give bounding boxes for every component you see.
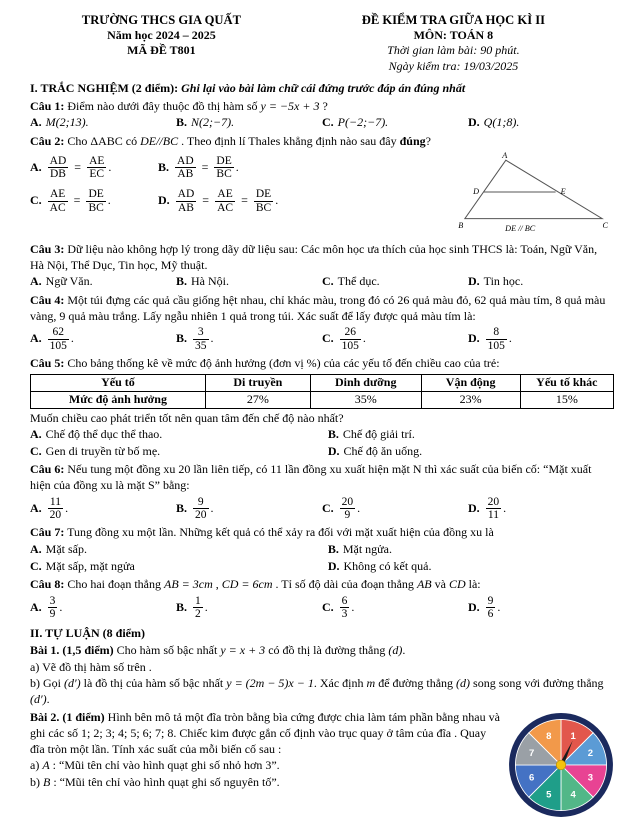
- question-7-text: [30, 525, 614, 541]
- question-8-pre: Cho hai đoạn thẳng: [64, 577, 164, 592]
- option-5c-label: C.: [30, 443, 42, 458]
- fraction-numerator: 3: [193, 326, 209, 339]
- option-8d: [468, 594, 614, 622]
- option-2c-label: C.: [30, 193, 42, 208]
- fraction: [254, 188, 273, 214]
- question-3-body: Dữ liệu nào không hợp lý trong dãy dữ liệu sau: Các môn học ưa thích của học sinh THCS là: Toán, Ngữ Văn, Hà Nội, Thể Dục, Tin học, Mỹ thuật.: [30, 242, 598, 272]
- question-3-label: Câu 3:: [30, 242, 65, 257]
- fraction-numerator: DE: [216, 154, 232, 167]
- option-4b: [176, 325, 322, 353]
- table-value-cell: 23%: [421, 391, 520, 408]
- option-3d-label: D.: [468, 274, 480, 289]
- option-7c-text: Mặt sấp, mặt ngửa: [45, 558, 135, 573]
- exam-subject: MÔN: TOÁN 8: [413, 28, 494, 43]
- question-1-post: ?: [319, 98, 328, 113]
- header-exam-block: [293, 12, 614, 74]
- period: .: [508, 331, 512, 346]
- option-1c: [322, 115, 468, 131]
- fraction-numerator: DE: [255, 188, 272, 201]
- spinner-number-8: 8: [546, 731, 552, 743]
- vertex-a-label: A: [502, 150, 508, 160]
- problem-1b-mid2: . Xác định: [313, 676, 367, 691]
- question-8-options: [30, 594, 614, 622]
- fraction: [48, 595, 58, 621]
- option-5a: [30, 427, 328, 443]
- problem-1b-math1: (d′): [64, 676, 81, 691]
- question-1-text: [30, 99, 614, 115]
- option-4b-label: B.: [176, 331, 188, 346]
- fraction: [48, 326, 69, 352]
- option-3d: [468, 274, 614, 290]
- option-7c-label: C.: [30, 558, 42, 573]
- option-4c-label: C.: [322, 331, 334, 346]
- fraction: [193, 496, 209, 522]
- fraction: [48, 155, 69, 181]
- equals-sign: =: [201, 159, 209, 174]
- school-year: Năm học 2024 – 2025: [107, 28, 216, 43]
- question-7: [30, 525, 614, 574]
- school-name: TRƯỜNG THCS GIA QUẤT: [81, 13, 241, 27]
- option-5c-text: Gen di truyền từ bố mẹ.: [45, 443, 161, 458]
- fraction-numerator: 3: [49, 594, 56, 607]
- option-7d-text: Không có kết quả.: [343, 558, 432, 573]
- option-1d-text: Q(1;8).: [483, 115, 520, 130]
- question-4-body: Một túi đựng các quả cầu giống hệt nhau, chỉ khác màu, trong đó có 26 quả màu đỏ, 62 quả màu tím, 8 quả màu vàng, 9 quả màu trắng. Lấy ngẫu nhiên 1 quả trong túi. Xác suất để lấy được quả màu tím là:: [30, 292, 606, 323]
- question-6-text: [30, 462, 614, 493]
- fraction-numerator: 9: [193, 496, 209, 509]
- option-8a: [30, 594, 176, 622]
- question-6-body: Nếu tung một đồng xu 20 lần liên tiếp, có 11 lần đồng xu xuất hiện mặt N thì xác suất của biến cố: “Mặt xuất hiện của đồng xu là mặt S” bằng:: [30, 462, 592, 492]
- fraction-numerator: AE: [215, 188, 235, 201]
- question-2-bold-word: đúng: [399, 133, 426, 148]
- question-1-pre: Điểm nào dưới đây thuộc đồ thị hàm số: [64, 98, 261, 113]
- question-5-subquestion: Muốn chiều cao phát triển tốt nên quan tâm đến chế độ nào nhất?: [30, 410, 344, 425]
- question-8-mid3: và: [431, 577, 449, 592]
- fraction-denominator: 20: [49, 508, 62, 521]
- period: .: [497, 599, 501, 614]
- exam-code: MÃ ĐỀ T801: [127, 43, 196, 58]
- fraction-numerator: 8: [486, 326, 507, 339]
- problem-1-part-a: a) Vẽ đồ thị hàm số trên .: [30, 659, 152, 674]
- question-8-label: Câu 8:: [30, 577, 65, 592]
- option-6b: [176, 495, 322, 523]
- question-5-label: Câu 5:: [30, 355, 65, 370]
- fraction-denominator: 105: [49, 339, 67, 352]
- triangle-shape: [465, 160, 602, 218]
- problem-1b-math5: (d′): [30, 691, 47, 706]
- fraction-numerator: 9: [487, 594, 494, 607]
- problem-1b-mid4: song song với đường thẳng: [470, 676, 604, 691]
- option-5d: [328, 444, 614, 460]
- fraction: [215, 188, 235, 214]
- option-2b: [158, 154, 456, 182]
- table-header-cell: Di truyền: [205, 374, 310, 391]
- question-2-body: [30, 151, 614, 240]
- option-8d-label: D.: [468, 599, 480, 614]
- question-1: [30, 99, 614, 131]
- option-1a-label: A.: [30, 115, 42, 130]
- option-7c: [30, 559, 328, 575]
- fraction-denominator: 35: [195, 339, 207, 352]
- option-6b-label: B.: [176, 500, 188, 515]
- question-8-math2: CD = 6cm: [221, 577, 273, 592]
- question-7-label: Câu 7:: [30, 525, 65, 540]
- problem-2a-prefix: a): [30, 758, 43, 773]
- point-e-label: E: [560, 186, 566, 196]
- period: .: [59, 599, 63, 614]
- fraction-numerator: AD: [177, 154, 194, 167]
- problem-1-label: Bài 1. (1,5 điểm): [30, 643, 114, 658]
- question-2-label: Câu 2:: [30, 133, 65, 148]
- question-5-body: Cho bảng thống kê về mức độ ảnh hưởng (đơn vị %) của các yếu tố đến chiều cao của trẻ:: [64, 355, 500, 370]
- problem-1-post: .: [402, 643, 406, 658]
- option-5d-text: Chế độ ăn uống.: [343, 443, 423, 458]
- question-3: [30, 242, 614, 290]
- option-7b-label: B.: [327, 541, 339, 556]
- option-8b-label: B.: [176, 599, 188, 614]
- problem-1b-post: .: [46, 691, 50, 706]
- problem-1-mid: có đồ thị là đường thẳng: [265, 643, 389, 658]
- option-8b: [176, 594, 322, 622]
- fraction-denominator: 9: [49, 608, 56, 621]
- option-7a-text: Mặt sấp.: [45, 541, 87, 556]
- spinner-number-1: 1: [570, 731, 576, 743]
- option-3c-text: Thể dục.: [337, 274, 380, 289]
- option-5c: [30, 444, 328, 460]
- section-1-title: [30, 81, 614, 97]
- fraction: [48, 496, 64, 522]
- option-7d-label: D.: [327, 558, 340, 573]
- option-4a-label: A.: [30, 331, 42, 346]
- question-2-math: DE//BC: [140, 133, 179, 148]
- option-3d-text: Tin học.: [483, 274, 524, 289]
- option-7a-label: A.: [30, 541, 42, 556]
- exam-header: [30, 12, 614, 74]
- problem-1-math1: y = x + 3: [220, 643, 266, 658]
- problem-1b-math3: m: [366, 676, 376, 691]
- fraction-denominator: BC: [255, 201, 272, 214]
- option-1c-label: C.: [322, 115, 334, 130]
- fraction-denominator: 105: [341, 339, 359, 352]
- fraction-numerator: AD: [177, 188, 195, 201]
- influence-table: [30, 374, 614, 409]
- problem-1-math2: (d): [388, 643, 403, 658]
- question-2-options: [30, 151, 456, 240]
- option-2a: [30, 154, 158, 182]
- question-8-math3: AB: [416, 577, 432, 592]
- option-6d: [468, 495, 614, 523]
- spinner-number-4: 4: [570, 790, 576, 802]
- question-5-options: [30, 427, 614, 459]
- option-2d: [158, 187, 456, 215]
- option-5b-text: Chế độ giải trí.: [342, 427, 415, 442]
- table-value-row: [31, 391, 614, 408]
- section-2-title: II. TỰ LUẬN (8 điểm): [30, 625, 146, 640]
- problem-2a-text: : “Mũi tên chỉ vào hình quạt ghi số nhỏ hơn 3”.: [49, 758, 280, 773]
- option-7b: [328, 542, 614, 558]
- problem-2-label: Bài 2. (1 điểm): [30, 710, 105, 725]
- fraction-denominator: 2: [195, 608, 201, 621]
- fraction-denominator: AB: [177, 167, 194, 180]
- option-1d-label: D.: [468, 115, 480, 130]
- equals-sign: =: [73, 193, 81, 208]
- fraction-denominator: DB: [49, 167, 66, 180]
- option-4c: [322, 325, 468, 353]
- fraction: [214, 155, 233, 181]
- problem-2-body: Hình bên mô tả một đĩa tròn bằng bìa cứng được chia làm tám phần bằng nhau và ghi các số 1; 2; 3; 4; 5; 6; 7; 8. Chiếc kim được gắn cố định vào trục quay ở tâm của đĩa . Quay đĩa tròn một lần. Tính xác suất của mỗi biến cố sau :: [30, 710, 500, 756]
- problem-1-intro: [30, 643, 614, 659]
- fraction-numerator: 6: [341, 594, 348, 607]
- period: .: [65, 500, 69, 515]
- problem-1: [30, 643, 614, 707]
- question-1-options: [30, 115, 614, 131]
- spinner-hub: [556, 761, 566, 771]
- question-6-label: Câu 6:: [30, 462, 65, 477]
- question-5-text: [30, 356, 614, 372]
- period: .: [107, 193, 111, 208]
- fraction: [48, 188, 68, 214]
- fraction-denominator: EC: [89, 167, 105, 180]
- question-1-label: Câu 1:: [30, 98, 65, 113]
- period: .: [204, 599, 208, 614]
- question-4: [30, 293, 614, 353]
- option-6a-label: A.: [30, 500, 42, 515]
- spinner-number-5: 5: [546, 790, 552, 802]
- question-2-text: [30, 134, 614, 150]
- option-1a-text: M(2;13).: [45, 115, 89, 130]
- period: .: [503, 500, 507, 515]
- period: .: [235, 159, 239, 174]
- period: .: [210, 500, 214, 515]
- problem-1b-mid1: là đồ thị của hàm số bậc nhất: [80, 676, 227, 691]
- question-8-math1: AB = 3cm: [164, 577, 213, 592]
- problem-2a-event: A: [42, 758, 50, 773]
- question-1-math: y = −5x + 3: [260, 98, 320, 113]
- question-7-body: Tung đồng xu một lần. Những kết quả có thể xảy ra đối với mặt xuất hiện của đồng xu là: [64, 525, 494, 540]
- option-5b-label: B.: [327, 427, 339, 442]
- problem-2b-text: : “Mũi tên chỉ vào hình quạt ghi số nguyên tố”.: [50, 774, 280, 789]
- question-8-mid2: . Tỉ số độ dài của đoạn thẳng: [272, 577, 417, 592]
- fraction-numerator: 11: [48, 496, 64, 509]
- question-3-options: [30, 274, 614, 290]
- period: .: [357, 500, 361, 515]
- equals-sign: =: [241, 193, 248, 208]
- spinner-svg: [508, 712, 614, 818]
- option-1b: [176, 115, 322, 131]
- option-6a: [30, 495, 176, 523]
- spinner-number-7: 7: [528, 748, 535, 760]
- section-1-instruction: Ghi lại vào bài làm chữ cái đứng trước đáp án đúng nhất: [178, 81, 466, 96]
- question-2-pre: Cho ΔABC có: [64, 133, 141, 148]
- fraction-numerator: 20: [487, 495, 500, 508]
- section-1-label: I. TRẮC NGHIỆM (2 điểm):: [30, 81, 179, 96]
- option-8c-label: C.: [322, 599, 334, 614]
- table-row-label: Mức độ ảnh hưởng: [31, 391, 206, 408]
- problem-1-part-b: [30, 676, 614, 707]
- problem-2b-prefix: b): [30, 774, 43, 789]
- fraction-numerator: AE: [89, 154, 105, 167]
- table-value-cell: 15%: [520, 391, 613, 408]
- exam-date: Ngày kiểm tra: 19/03/2025: [388, 58, 519, 73]
- fraction-numerator: 1: [195, 594, 201, 607]
- period: .: [70, 331, 74, 346]
- option-1d: [468, 115, 614, 131]
- option-1b-label: B.: [176, 115, 188, 130]
- option-3c-label: C.: [322, 274, 334, 289]
- problem-1b-mid3: để đường thẳng: [375, 676, 457, 691]
- fraction: [86, 188, 105, 214]
- fraction-numerator: 62: [48, 326, 69, 339]
- equals-sign: =: [74, 159, 82, 174]
- table-header-cell: Dinh dưỡng: [310, 374, 421, 391]
- fraction-numerator: AE: [48, 188, 68, 201]
- header-school-block: [30, 12, 293, 74]
- point-d-label: D: [473, 186, 480, 196]
- option-4d-label: D.: [468, 331, 480, 346]
- problem-2b-event: B: [43, 774, 51, 789]
- option-5d-label: D.: [327, 443, 340, 458]
- option-2d-label: D.: [158, 193, 170, 208]
- option-3a-label: A.: [30, 274, 42, 289]
- problem-1b-math4: (d): [456, 676, 471, 691]
- option-8c: [322, 594, 468, 622]
- option-6c-label: C.: [322, 500, 334, 515]
- figure-caption: DE // BC: [505, 223, 536, 233]
- fraction-numerator: AD: [49, 154, 67, 167]
- fraction-numerator: DE: [88, 188, 104, 201]
- option-3c: [322, 274, 468, 290]
- period: .: [210, 331, 214, 346]
- spinner-number-6: 6: [528, 772, 535, 784]
- problem-1-pre: Cho hàm số bậc nhất: [113, 643, 221, 658]
- fraction-denominator: 9: [344, 508, 351, 521]
- fraction: [486, 595, 496, 621]
- fraction-denominator: 20: [195, 508, 207, 521]
- fraction-denominator: BC: [216, 167, 232, 180]
- question-2-mid: . Theo định lí Thales khẳng định nào sau đây: [178, 133, 400, 148]
- fraction-numerator: 26: [340, 326, 361, 339]
- problem-1b-pre: b) Gọi: [30, 676, 64, 691]
- question-6: [30, 462, 614, 522]
- question-4-label: Câu 4:: [30, 292, 65, 307]
- fraction-denominator: AC: [217, 201, 234, 214]
- table-header-row: [31, 374, 614, 391]
- option-4a: [30, 325, 176, 353]
- question-8-mid1: ,: [212, 577, 222, 592]
- option-3b: [176, 274, 322, 290]
- fraction-denominator: 11: [487, 508, 499, 521]
- option-7a: [30, 542, 328, 558]
- period: .: [108, 159, 112, 174]
- problem-2: [30, 710, 614, 802]
- fraction: [87, 155, 106, 181]
- question-8-math4: CD: [448, 577, 466, 592]
- question-5: [30, 356, 614, 459]
- option-6c: [322, 495, 468, 523]
- fraction-denominator: 105: [487, 339, 505, 352]
- fraction: [175, 155, 196, 181]
- option-5a-text: Chế độ thể dục thể thao.: [45, 427, 163, 442]
- question-8: [30, 577, 614, 621]
- option-3b-text: Hà Nội.: [191, 274, 230, 289]
- fraction: [193, 595, 203, 621]
- option-7d: [328, 559, 614, 575]
- spinner-number-2: 2: [587, 748, 594, 760]
- question-3-text: [30, 242, 614, 273]
- option-3a-text: Ngữ Văn.: [45, 274, 93, 289]
- fraction: [486, 326, 507, 352]
- option-5b: [328, 427, 614, 443]
- vertex-c-label: C: [602, 220, 608, 230]
- fraction-denominator: BC: [88, 201, 104, 214]
- fraction-denominator: AC: [49, 201, 66, 214]
- fraction-numerator: 20: [341, 495, 354, 508]
- option-5a-label: A.: [30, 427, 42, 442]
- option-8a-label: A.: [30, 599, 42, 614]
- fraction-denominator: 6: [487, 608, 494, 621]
- spinner-number-3: 3: [587, 772, 594, 784]
- equals-sign: =: [202, 193, 210, 208]
- fraction: [193, 326, 209, 352]
- table-header-cell: Vận động: [421, 374, 520, 391]
- fraction-denominator: 3: [341, 608, 348, 621]
- option-2a-label: A.: [30, 159, 42, 174]
- option-1a: [30, 115, 176, 131]
- question-8-post: là:: [465, 577, 481, 592]
- option-3a: [30, 274, 176, 290]
- problem-1b-math2: y = (2m − 5)x − 1: [226, 676, 314, 691]
- exam-duration: Thời gian làm bài: 90 phút.: [387, 43, 520, 58]
- fraction: [486, 496, 502, 522]
- fraction: [340, 496, 356, 522]
- table-header-cell: Yếu tố: [31, 374, 206, 391]
- option-3b-label: B.: [176, 274, 188, 289]
- table-value-cell: 27%: [205, 391, 310, 408]
- exam-title: ĐỀ KIỂM TRA GIỮA HỌC KÌ II: [361, 13, 546, 27]
- period: .: [362, 331, 366, 346]
- vertex-b-label: B: [458, 220, 464, 230]
- table-value-cell: 35%: [310, 391, 421, 408]
- option-2b-label: B.: [158, 159, 170, 174]
- option-6d-label: D.: [468, 500, 480, 515]
- question-7-options: [30, 542, 614, 574]
- question-4-text: [30, 293, 614, 324]
- fraction: [176, 188, 197, 214]
- option-4d: [468, 325, 614, 353]
- question-2: [30, 134, 614, 239]
- question-2-post: ?: [425, 133, 431, 148]
- period: .: [275, 193, 279, 208]
- fraction: [340, 326, 361, 352]
- fraction: [340, 595, 350, 621]
- table-header-cell: Yếu tố khác: [520, 374, 613, 391]
- option-7b-text: Mặt ngửa.: [342, 541, 393, 556]
- period: .: [351, 599, 355, 614]
- triangle-figure: [456, 151, 614, 240]
- question-6-options: [30, 495, 614, 523]
- question-8-text: [30, 577, 614, 593]
- spinner-figure: [508, 712, 614, 823]
- option-1b-text: N(2;−7).: [191, 115, 235, 130]
- option-1c-text: P(−2;−7).: [337, 115, 389, 130]
- question-4-options: [30, 325, 614, 353]
- fraction-denominator: AB: [177, 201, 194, 214]
- option-2c: [30, 187, 158, 215]
- triangle-svg: [456, 151, 611, 235]
